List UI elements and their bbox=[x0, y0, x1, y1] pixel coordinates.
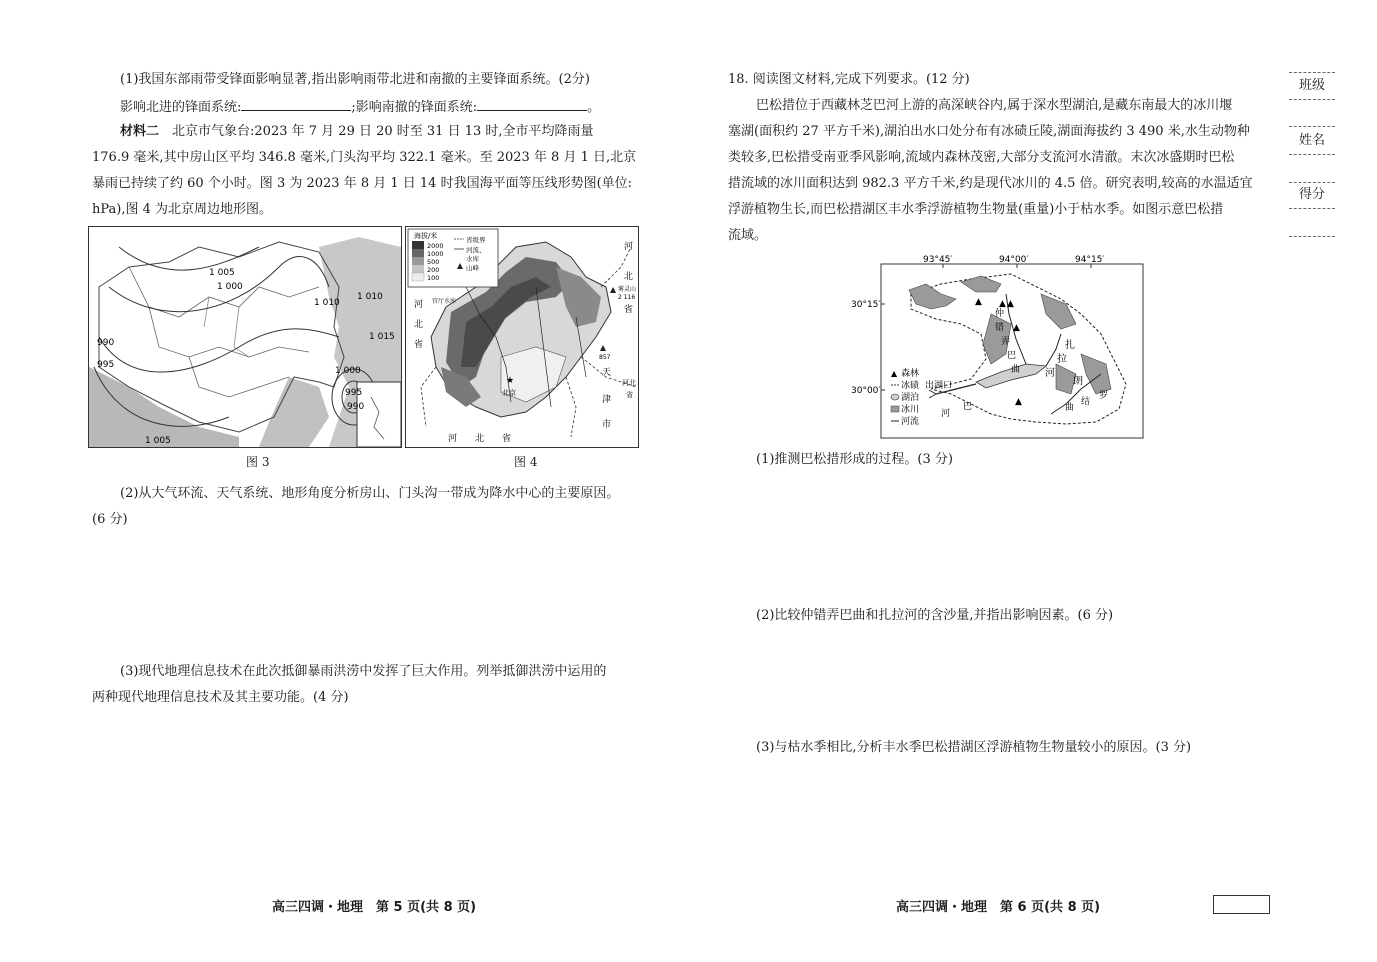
question-3-line-2: 两种现代地理信息技术及其主要功能。(4 分) bbox=[92, 690, 349, 705]
right-question-3: (3)与枯水季相比,分析丰水季巴松措湖区浮游植物生物量较小的原因。(3 分) bbox=[756, 740, 1192, 755]
longitude-label: 93°45′ bbox=[923, 255, 953, 265]
legend-level: 200 bbox=[427, 266, 440, 274]
passage-line-6: 流域。 bbox=[728, 228, 768, 243]
answer-prompt-south: ;影响南撤的锋面系统: bbox=[351, 100, 478, 115]
question-18-header: 18. 阅读图文材料,完成下列要求。(12 分) bbox=[728, 72, 970, 87]
legend-level: 2000 bbox=[427, 242, 444, 250]
material-line-4: hPa),图 4 为北京周边地形图。 bbox=[92, 202, 273, 217]
legend-item: 河流、 bbox=[466, 246, 486, 254]
latitude-label: 30°15′ bbox=[851, 300, 881, 310]
map-label: 省 bbox=[626, 391, 633, 399]
river-label: 曲 bbox=[1065, 403, 1075, 413]
map-label: 北 bbox=[414, 320, 424, 330]
river-label: 巴 bbox=[963, 402, 973, 412]
class-field[interactable]: 班级 bbox=[1289, 72, 1335, 100]
legend-title: 海拔/米 bbox=[414, 232, 438, 240]
river-label: 罗 bbox=[1099, 391, 1109, 401]
right-question-2: (2)比较仲错弄巴曲和扎拉河的含沙量,并指出影响因素。(6 分) bbox=[756, 608, 1114, 623]
map-label: 津 bbox=[602, 395, 612, 405]
question-1: (1)我国东部雨带受锋面影响显著,指出影响雨带北进和南撤的主要锋面系统。(2分) bbox=[120, 72, 590, 87]
isobar-label: 995 bbox=[345, 388, 363, 398]
river-label: 曲 bbox=[1011, 365, 1021, 375]
figure-4-caption: 图 4 bbox=[514, 455, 538, 469]
passage-line-2: 塞湖(面积约 27 平方千米),湖泊出水口处分布有冰碛丘陵,湖面海拔约 3 490 米,水生动物种 bbox=[728, 124, 1250, 139]
score-field-blank[interactable] bbox=[1289, 210, 1335, 237]
legend-label: 森林 bbox=[901, 369, 920, 379]
isobar-label: 995 bbox=[97, 360, 115, 370]
forest-legend-icon: ▲ bbox=[891, 369, 898, 378]
legend-level: 1000 bbox=[427, 250, 444, 258]
isobar-label: 1 010 bbox=[314, 298, 340, 308]
legend-item: 水库 bbox=[466, 255, 479, 263]
latitude-label: 30°00′ bbox=[851, 386, 881, 396]
map-label: 天 bbox=[602, 368, 612, 378]
river-label: 朗 bbox=[1073, 376, 1083, 387]
answer-line-end: 。 bbox=[587, 100, 601, 115]
river-label: 拉 bbox=[1057, 354, 1067, 365]
map-label: 官厅水库 bbox=[432, 298, 457, 305]
right-page-footer: 高三四调・地理 第 6 页(共 8 页) bbox=[896, 900, 1101, 915]
river-label: 扎 bbox=[1065, 340, 1075, 351]
passage-line-4: 措流域的冰川面积达到 982.3 平方千米,约是现代冰川的 4.5 倍。研究表明,较高的水温适宜 bbox=[728, 176, 1253, 191]
question-2-line-1: (2)从大气环流、天气系统、地形角度分析房山、门头沟一带成为降水中心的主要原因。 bbox=[120, 486, 620, 501]
score-field[interactable]: 得分 bbox=[1289, 182, 1335, 209]
map-label: 河北 bbox=[622, 379, 636, 387]
question-3-line-1: (3)现代地理信息技术在此次抵御暴雨洪涝中发挥了巨大作用。列举抵御洪涝中运用的 bbox=[120, 664, 607, 679]
longitude-label: 94°15′ bbox=[1075, 255, 1105, 265]
legend-label: 冰碛 bbox=[901, 381, 920, 391]
figure-3-isobar-map bbox=[88, 226, 402, 448]
passage-line-3: 类较多,巴松措受南亚季风影响,流域内森林茂密,大部分支流河水清澈。末次冰盛期时巴松 bbox=[728, 150, 1235, 165]
forest-icon: ▲ bbox=[1013, 323, 1020, 333]
map-label: 北京 bbox=[502, 389, 516, 397]
map-label: 雾灵山 bbox=[618, 286, 637, 293]
question-2-line-2: (6 分) bbox=[92, 512, 128, 527]
answer-line-1 bbox=[120, 98, 600, 116]
material-text-1: 北京市气象台:2023 年 7 月 29 日 20 时至 31 日 13 时,全市平均降雨量 bbox=[172, 124, 594, 139]
forest-icon: ▲ bbox=[975, 297, 982, 307]
map-label: 省 bbox=[414, 340, 424, 350]
isobar-label: 1 000 bbox=[335, 366, 361, 376]
map-label: 河 北 省 bbox=[448, 434, 512, 444]
river-label: 错 bbox=[995, 323, 1005, 333]
isobar-label: 990 bbox=[97, 338, 115, 348]
map-label: 省 bbox=[624, 305, 634, 315]
map-label: 河 bbox=[624, 242, 634, 252]
river-label: 仲 bbox=[995, 309, 1005, 319]
material-line-3: 暴雨已持续了约 60 个小时。图 3 为 2023 年 8 月 1 日 14 时我国海平面等压线形势图(单位: bbox=[92, 176, 633, 191]
left-page-footer: 高三四调・地理 第 5 页(共 8 页) bbox=[272, 900, 477, 915]
figure-4-terrain-map bbox=[405, 226, 639, 448]
river-label: 巴 bbox=[1007, 351, 1017, 361]
beijing-star: ★ bbox=[506, 376, 515, 386]
figure-3-caption: 图 3 bbox=[246, 455, 270, 469]
legend-label: 冰川 bbox=[901, 405, 920, 415]
legend-level: 500 bbox=[427, 258, 440, 266]
isobar-label: 1 005 bbox=[145, 436, 171, 446]
material-line-2: 176.9 毫米,其中房山区平均 346.8 毫米,门头沟平均 322.1 毫米。至 2023 年 8 月 1 日,北京 bbox=[92, 150, 637, 165]
material-line-1 bbox=[120, 124, 594, 140]
isobar-label: 1 015 bbox=[369, 332, 395, 342]
legend-level: 100 bbox=[427, 274, 440, 282]
legend-label: 河流 bbox=[901, 417, 920, 427]
legend-item: 山峰 bbox=[466, 264, 479, 272]
river-label: 河 bbox=[941, 409, 951, 419]
isobar-label: 1 005 bbox=[209, 268, 235, 278]
map-label: 857 bbox=[599, 354, 611, 361]
river-label: 弄 bbox=[1001, 337, 1011, 347]
map-label: 北 bbox=[624, 272, 634, 282]
right-question-1: (1)推测巴松措形成的过程。(3 分) bbox=[756, 452, 953, 467]
score-box[interactable] bbox=[1213, 895, 1270, 914]
map-label: 市 bbox=[602, 420, 612, 430]
legend-label: 湖泊 bbox=[901, 393, 920, 403]
passage-line-1: 巴松措位于西藏林芝巴河上游的高深峡谷内,属于深水型湖泊,是藏东南最大的冰川堰 bbox=[756, 98, 1233, 113]
legend-item: 省级界 bbox=[466, 236, 486, 244]
name-field-blank[interactable] bbox=[1289, 156, 1335, 183]
outlet-label: 出湖口 bbox=[925, 381, 953, 391]
answer-prompt-north: 影响北进的锋面系统: bbox=[120, 100, 242, 115]
forest-icon: ▲ bbox=[999, 299, 1006, 309]
name-field[interactable]: 姓名 bbox=[1289, 128, 1335, 155]
isobar-label: 1 010 bbox=[357, 292, 383, 302]
material-label: 材料二 bbox=[120, 124, 160, 139]
basong-co-basin-map bbox=[851, 254, 1146, 440]
forest-icon: ▲ bbox=[1015, 397, 1022, 407]
map-label: 河 bbox=[414, 300, 424, 310]
passage-line-5: 浮游植物生长,而巴松措湖区丰水季浮游植物生物量(重量)小于枯水季。如图示意巴松措 bbox=[728, 202, 1224, 217]
answer-blank-north[interactable] bbox=[241, 98, 351, 111]
forest-icon: ▲ bbox=[1007, 299, 1014, 309]
longitude-label: 94°00′ bbox=[999, 255, 1029, 265]
river-label: 河 bbox=[1045, 368, 1055, 379]
map-label: 2 116 bbox=[618, 294, 636, 301]
class-field-blank[interactable] bbox=[1289, 100, 1335, 127]
isobar-label: 1 000 bbox=[217, 282, 243, 292]
isobar-label: 990 bbox=[347, 402, 365, 412]
answer-blank-south[interactable] bbox=[477, 98, 587, 111]
river-label: 结 bbox=[1081, 397, 1091, 407]
